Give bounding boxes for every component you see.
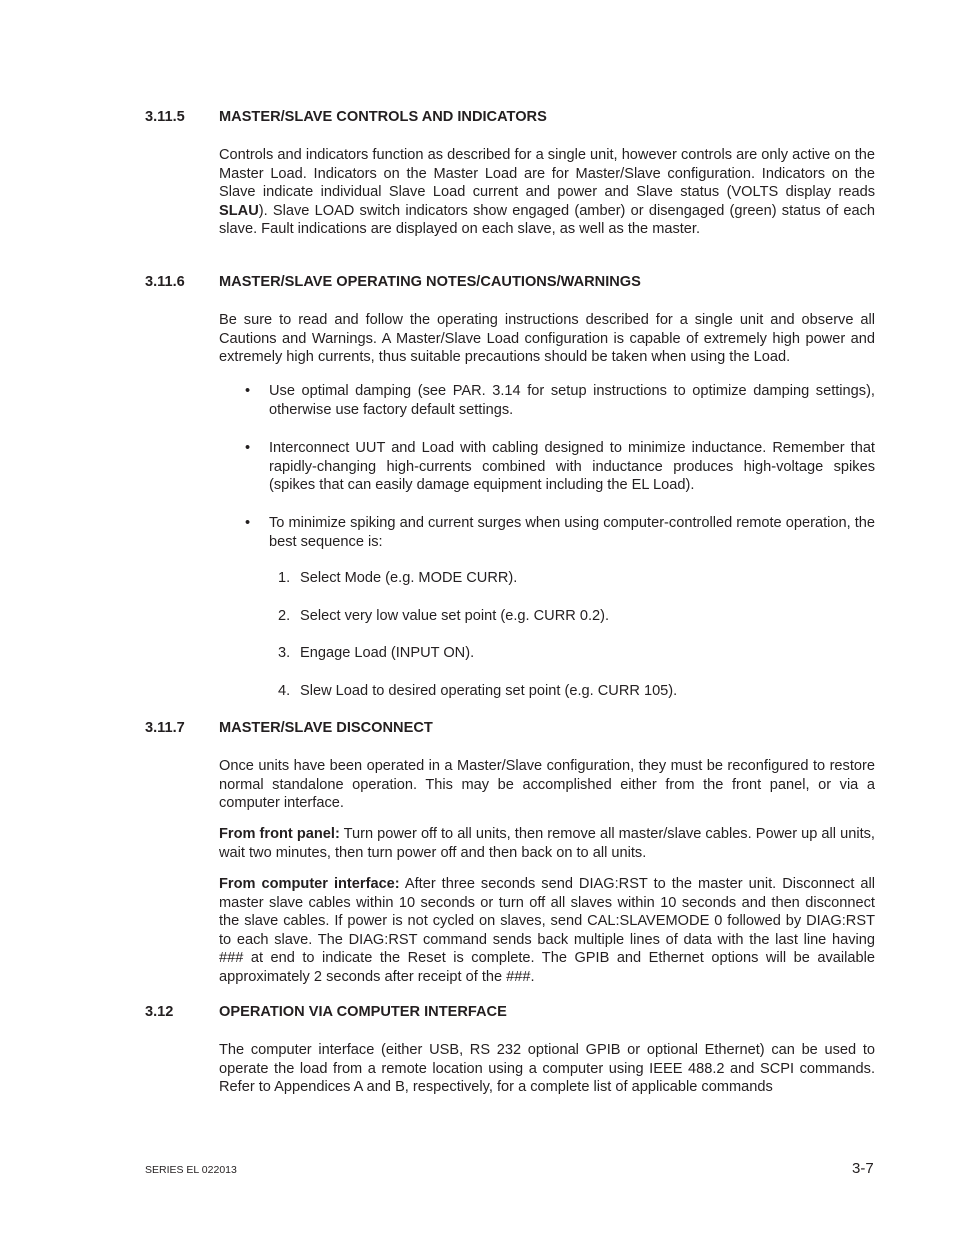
section-heading-3-12 xyxy=(145,1003,507,1021)
computer-interface-label: From computer interface: xyxy=(219,876,400,892)
bullet-text: Use optimal damping (see PAR. 3.14 for setup instructions to optimize damping settings), otherwise use factory default settings. xyxy=(269,383,875,418)
footer-series: SERIES EL 022013 xyxy=(145,1164,237,1176)
bullet-text: Interconnect UUT and Load with cabling designed to minimize inductance. Remember that rapidly-changing high-currents combined with inductance produces high-voltage spikes (spikes that can easily damage equipment including the EL Load). xyxy=(269,440,875,494)
numbered-step xyxy=(278,569,517,588)
section-number: 3.12 xyxy=(145,1004,174,1020)
numbered-step xyxy=(278,607,609,626)
section-paragraph: The computer interface (either USB, RS 232 optional GPIB or optional Ethernet) can be used to operate the load from a remote location using a computer using IEEE 488.2 and SCPI commands. Refer to Appendices A and B, respectively, for a complete list of applicable commands xyxy=(219,1042,875,1096)
section-heading-3-11-6 xyxy=(145,273,641,291)
section-paragraph: Be sure to read and follow the operating instructions described for a single unit and observe all Cautions and Warnings. A Master/Slave Load configuration is capable of extremely high power and extremely high currents, thus suitable precautions should be taken when using the Load. xyxy=(219,312,875,366)
paragraph-text: After three seconds send DIAG:RST to the master unit. Disconnect all master slave cables within 10 seconds or turn off all slaves within 10 seconds and then disconnect the slave cables. If power is not cycled on slaves, send CAL:SLAVEMODE 0 followed by DIAG:RST to each slave. The DIAG:RST command sends back multiple lines of data with the last line having ### at end to indicate the Reset is complete. The GPIB and Ethernet options will be available approximately 2 seconds after receipt of the ###. xyxy=(219,876,875,985)
bullet-icon: • xyxy=(245,515,251,531)
step-text: Select Mode (e.g. MODE CURR). xyxy=(300,570,518,586)
step-number: 2. xyxy=(278,608,291,624)
page-number: 3-7 xyxy=(852,1160,874,1177)
section-paragraph: Once units have been operated in a Master/Slave configuration, they must be reconfigured to restore normal standalone operation. This may be accomplished either from the front panel, or via a computer interface. xyxy=(219,758,875,812)
section-heading-3-11-7 xyxy=(145,719,433,737)
section-title: MASTER/SLAVE CONTROLS AND INDICATORS xyxy=(219,109,547,125)
bullet-text: To minimize spiking and current surges when using computer-controlled remote operation, the best sequence is: xyxy=(269,515,875,550)
paragraph-text: Turn power off to all units, then remove all master/slave cables. Power up all units, wait two minutes, then turn power off and then back on to all units. xyxy=(219,826,875,861)
section-number: 3.11.7 xyxy=(145,720,185,736)
section-number: 3.11.5 xyxy=(145,109,185,125)
front-panel-label: From front panel: xyxy=(219,826,340,842)
section-number: 3.11.6 xyxy=(145,274,185,290)
numbered-step xyxy=(278,682,677,701)
section-title: MASTER/SLAVE DISCONNECT xyxy=(219,720,433,736)
display-reading: SLAU xyxy=(219,202,259,219)
step-number: 1. xyxy=(278,570,291,586)
front-panel-paragraph xyxy=(219,825,875,862)
section-title: MASTER/SLAVE OPERATING NOTES/CAUTIONS/WARNINGS xyxy=(219,274,641,290)
step-number: 4. xyxy=(278,683,291,699)
step-text: Select very low value set point (e.g. CURR 0.2). xyxy=(300,608,610,624)
section-title: OPERATION VIA COMPUTER INTERFACE xyxy=(219,1004,507,1020)
step-text: Engage Load (INPUT ON). xyxy=(300,645,475,661)
computer-interface-paragraph xyxy=(219,875,875,987)
step-text: Slew Load to desired operating set point (e.g. CURR 105). xyxy=(300,683,678,699)
numbered-step xyxy=(278,644,474,663)
bullet-icon: • xyxy=(245,383,251,399)
step-number: 3. xyxy=(278,645,291,661)
paragraph-text: Controls and indicators function as described for a single unit, however controls are only active on the Master Load. Indicators on the Master Load are for Master/Slave configuration. Indicators on the Slave indicate individual Slave Load current and power and Slave status (VOLTS display reads xyxy=(219,147,875,201)
bullet-icon: • xyxy=(245,440,251,456)
section-paragraph xyxy=(219,146,875,239)
section-heading-3-11-5 xyxy=(145,108,547,126)
paragraph-text: ). Slave LOAD switch indicators show engaged (amber) or disengaged (green) status of each slave. Fault indications are displayed on each slave, as well as the master. xyxy=(219,202,875,238)
